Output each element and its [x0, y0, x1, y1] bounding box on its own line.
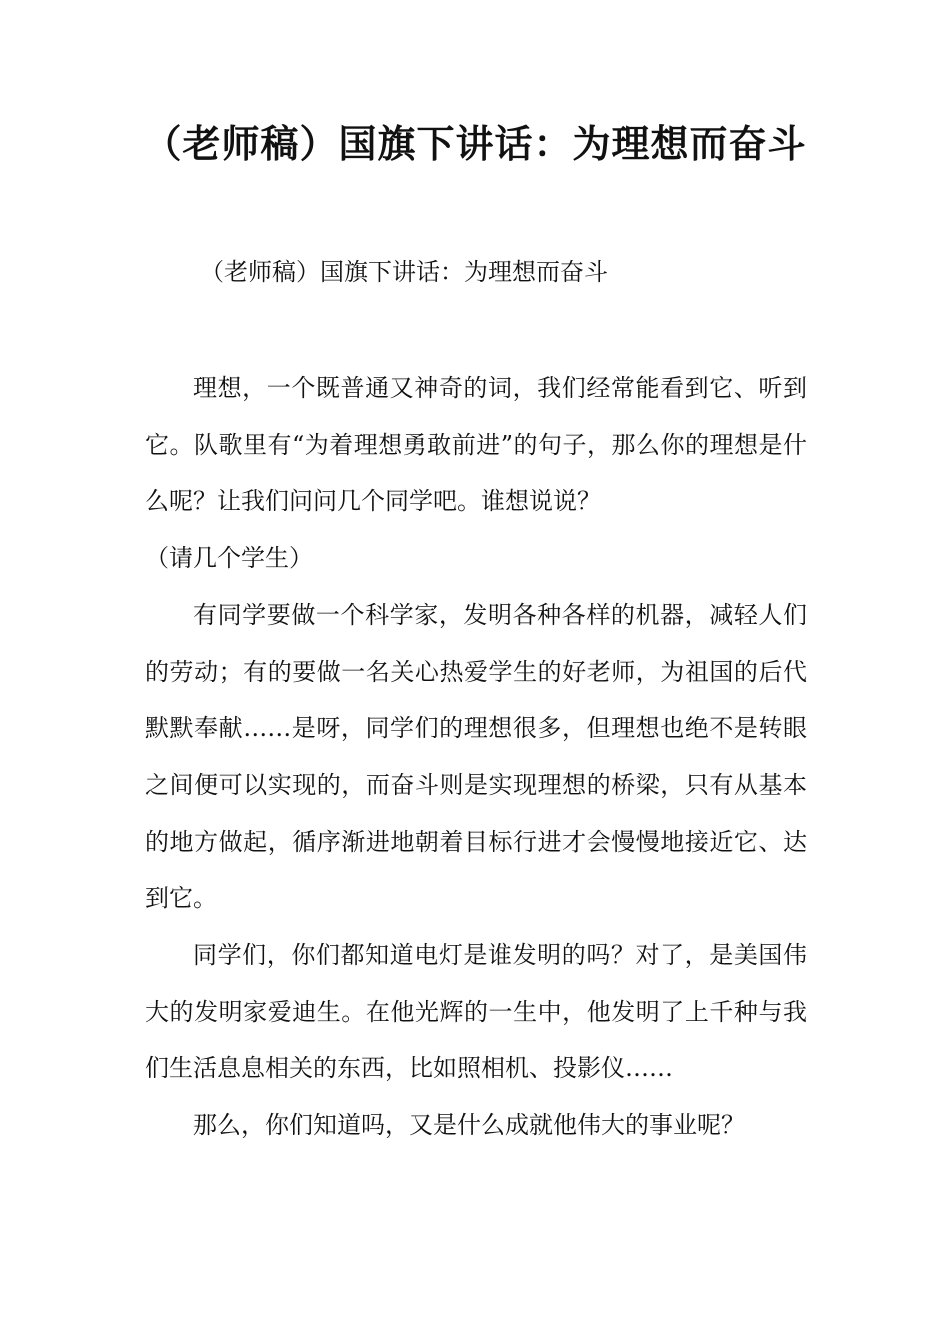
- paragraph-4: 同学们，你们都知道电灯是谁发明的吗？对了，是美国伟大的发明家爱迪生。在他光辉的一生中，他发明了上千种与我们生活息息相关的东西，比如照相机、投影仪……: [145, 941, 807, 1083]
- document-subtitle: （老师稿）国旗下讲话：为理想而奋斗: [200, 258, 608, 286]
- paragraph-3: 有同学要做一个科学家，发明各种各样的机器，减轻人们的劳动；有的要做一名关心热爱学生的好老师，为祖国的后代默默奉献……是呀，同学们的理想很多，但理想也绝不是转眼之间便可以实现的，而奋斗则是实现理想的桥梁，只有从基本的地方做起，循序渐进地朝着目标行进才会慢慢地接近它、达到它。: [145, 600, 807, 913]
- document-body: [145, 360, 807, 1154]
- paragraph-5: 那么，你们知道吗，又是什么成就他伟大的事业呢？: [193, 1111, 745, 1140]
- paragraph-2: （请几个学生）: [145, 544, 313, 573]
- document-title: （老师稿）国旗下讲话：为理想而奋斗: [143, 121, 807, 166]
- paragraph-1: 理想，一个既普通又神奇的词，我们经常能看到它、听到它。队歌里有“为着理想勇敢前进”的句子，那么你的理想是什么呢？让我们问问几个同学吧。谁想说说？: [145, 374, 807, 516]
